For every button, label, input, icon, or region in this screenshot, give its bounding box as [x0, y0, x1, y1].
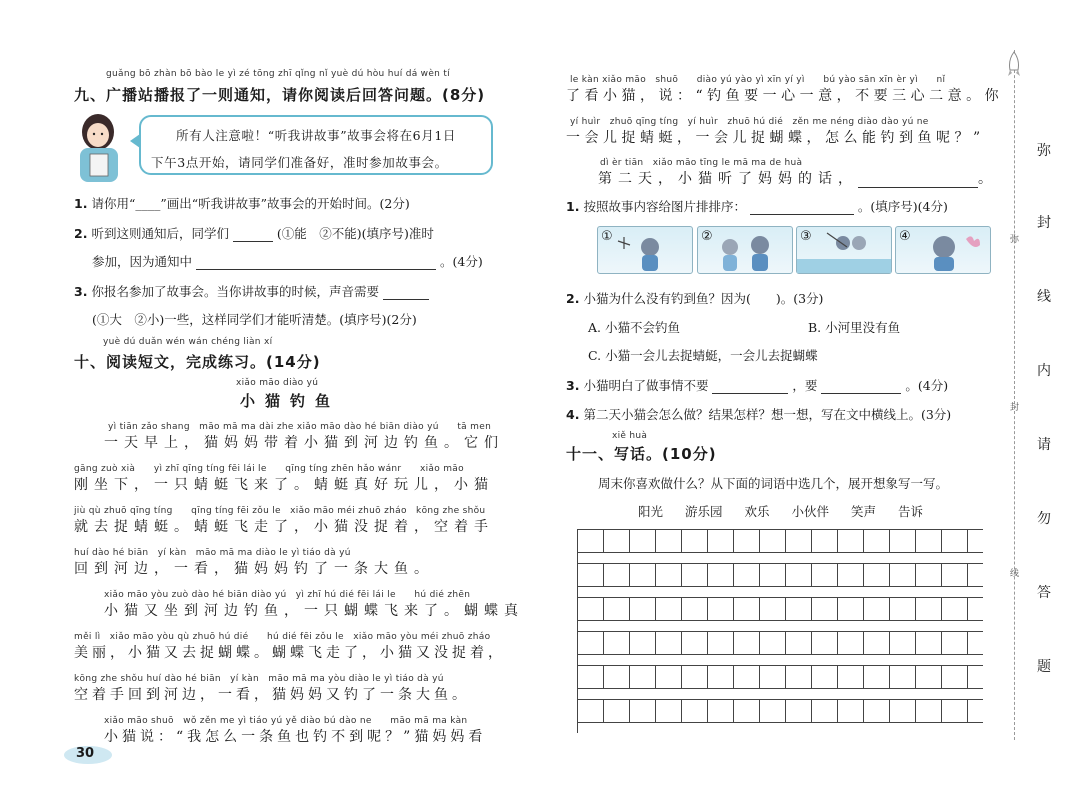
grid-cell[interactable]	[812, 632, 838, 654]
writing-grid[interactable]	[577, 529, 983, 733]
answer-blank[interactable]	[712, 393, 788, 394]
seal-mark: 封	[1010, 403, 1020, 413]
grid-cell[interactable]	[864, 666, 890, 688]
grid-cell[interactable]	[916, 632, 942, 654]
r-item-1	[566, 197, 948, 215]
story-picture	[597, 226, 693, 274]
page-number: 30	[76, 746, 95, 761]
seal-warning-char: 勿	[1037, 511, 1051, 527]
grid-cell[interactable]	[812, 530, 838, 552]
answer-blank[interactable]	[821, 393, 901, 394]
seal-mark: 线	[1010, 569, 1020, 579]
q9-item-3-cont: (①大 ②小)一些，这样同学们才能听清楚。(填序号)(2分)	[92, 312, 417, 327]
story-pinyin: jiù qù zhuō qīng tíng qīng tíng fēi zǒu le xiǎo māo méi zhuō zháo kōng zhe shǒu	[74, 506, 486, 516]
item-text: 。(4分)	[439, 254, 483, 269]
grid-cell[interactable]	[630, 598, 656, 620]
story-line: 了看小猫，说：“钓鱼要一心一意，不要三心二意。你	[566, 88, 1004, 104]
grid-cell[interactable]	[942, 598, 968, 620]
option-b: B. 小河里没有鱼	[808, 320, 901, 335]
grid-cell[interactable]	[942, 564, 968, 586]
grid-cell[interactable]	[916, 530, 942, 552]
grid-cell[interactable]	[786, 666, 812, 688]
option-a: A. 小猫不会钓鱼	[588, 320, 680, 335]
grid-cell[interactable]	[734, 666, 760, 688]
item-text: 小猫为什么没有钓到鱼？因为( )。(3分)	[583, 291, 824, 306]
grid-cell[interactable]	[760, 530, 786, 552]
story-pinyin: yí huìr zhuō qīng tíng yí huìr zhuō hú dié zěn me néng diào dào yú ne	[570, 117, 929, 127]
cats-talking-icon	[698, 227, 792, 273]
story-line: 一会儿捉蜻蜓，一会儿捉蝴蝶，怎么能钓到鱼呢？”	[566, 130, 985, 146]
r-item-2	[566, 289, 823, 307]
grid-cell[interactable]	[890, 564, 916, 586]
story-pinyin: xiǎo māo yòu zuò dào hé biān diào yú yì zhī hú dié fēi lái le hú dié zhēn	[104, 590, 471, 600]
story-picture	[796, 226, 892, 274]
story-line: 刚坐下，一只蜻蜓飞来了。蜻蜓真好玩儿，小猫	[74, 477, 494, 493]
grid-cell[interactable]	[942, 700, 968, 722]
q11-prompt: 周末你喜欢做什么？从下面的词语中选几个，展开想象写一写。	[598, 476, 949, 491]
grid-cell[interactable]	[578, 700, 604, 722]
grid-cell[interactable]	[604, 598, 630, 620]
picture-number: ②	[701, 229, 713, 244]
item-text: 。(填序号)(4分)	[857, 199, 948, 214]
grid-cell[interactable]	[812, 666, 838, 688]
r-item-4	[566, 405, 951, 423]
grid-cell[interactable]	[656, 700, 682, 722]
story-pinyin: huí dào hé biān yí kàn māo mā ma diào le yì tiáo dà yú	[74, 548, 351, 558]
word-bank	[638, 502, 923, 520]
grid-cell[interactable]	[682, 666, 708, 688]
seal-warning-char: 答	[1037, 585, 1051, 601]
seal-warning-char: 内	[1037, 363, 1051, 379]
grid-cell[interactable]	[890, 530, 916, 552]
grid-cell[interactable]	[578, 564, 604, 586]
grid-cell[interactable]	[708, 530, 734, 552]
story-pinyin: kōng zhe shǒu huí dào hé biān yí kàn māo mā ma yòu diào le yì tiáo dà yú	[74, 674, 444, 684]
grid-cell[interactable]	[786, 598, 812, 620]
item-number: 3.	[566, 378, 580, 393]
cats-fishing-icon	[797, 227, 891, 273]
grid-cell[interactable]	[682, 598, 708, 620]
grid-cell[interactable]	[812, 700, 838, 722]
girl-reading-illustration	[64, 108, 134, 184]
grid-cell[interactable]	[786, 530, 812, 552]
q9-item-2	[74, 224, 434, 242]
item-text: ，要	[792, 378, 818, 393]
grid-cell[interactable]	[838, 530, 864, 552]
grid-cell[interactable]	[708, 598, 734, 620]
grid-cell[interactable]	[786, 564, 812, 586]
notice-line-1: 所有人注意啦！“听我讲故事”故事会将在6月1日	[176, 128, 456, 143]
grid-cell[interactable]	[786, 632, 812, 654]
grid-cell[interactable]	[604, 564, 630, 586]
item-number: 2.	[74, 226, 88, 241]
item-number: 2.	[566, 291, 580, 306]
cat-dragonfly-icon	[598, 227, 692, 273]
grid-cell[interactable]	[916, 666, 942, 688]
grid-cell[interactable]	[604, 666, 630, 688]
grid-cell[interactable]	[864, 700, 890, 722]
grid-cell[interactable]	[578, 598, 604, 620]
grid-cell[interactable]	[812, 564, 838, 586]
item-text: 。(4分)	[905, 378, 949, 393]
grid-cell[interactable]	[916, 598, 942, 620]
rocket-icon	[1006, 50, 1022, 80]
grid-cell[interactable]	[942, 632, 968, 654]
item-text: 小猫明白了做事情不要	[583, 378, 709, 393]
seal-warning-char: 线	[1037, 289, 1051, 305]
grid-cell[interactable]	[890, 666, 916, 688]
grid-row	[578, 597, 983, 621]
item-text: (①能 ②不能)(填序号)准时	[276, 226, 434, 241]
grid-cell[interactable]	[682, 700, 708, 722]
grid-cell[interactable]	[682, 530, 708, 552]
grid-cell[interactable]	[864, 564, 890, 586]
seal-line	[1014, 50, 1015, 740]
grid-cell[interactable]	[682, 564, 708, 586]
grid-cell[interactable]	[760, 632, 786, 654]
grid-cell[interactable]	[656, 666, 682, 688]
grid-cell[interactable]	[708, 564, 734, 586]
option-c: C. 小猫一会儿去捉蜻蜓，一会儿去捉蝴蝶	[588, 348, 818, 363]
story-line: 美丽，小猫又去捉蝴蝶。蝴蝶飞走了，小猫又没捉着，	[74, 645, 506, 661]
cat-butterfly-icon	[896, 227, 990, 273]
grid-cell[interactable]	[916, 700, 942, 722]
seal-warning-char: 弥	[1037, 143, 1051, 159]
word-item: 小伙伴	[791, 504, 830, 519]
q9-pinyin: guǎng bō zhàn bō bào le yì zé tōng zhī qǐng nǐ yuè dú hòu huí dá wèn tí	[106, 69, 450, 79]
item-text: 按照故事内容给图片排排序：	[583, 199, 746, 214]
story-picture	[697, 226, 793, 274]
picture-number: ①	[601, 229, 613, 244]
grid-cell[interactable]	[578, 632, 604, 654]
grid-cell[interactable]	[838, 632, 864, 654]
grid-cell[interactable]	[890, 632, 916, 654]
grid-cell[interactable]	[630, 632, 656, 654]
story-pinyin: xiǎo māo shuō wǒ zěn me yì tiáo yú yě diào bú dào ne māo mā ma kàn	[104, 716, 468, 726]
q10-heading: 十、阅读短文，完成练习。(14分)	[74, 353, 321, 371]
notice-line-2: 下午3点开始，请同学们准备好，准时参加故事会。	[151, 155, 448, 170]
grid-cell[interactable]	[656, 598, 682, 620]
grid-cell[interactable]	[760, 700, 786, 722]
grid-cell[interactable]	[864, 632, 890, 654]
grid-row	[578, 665, 983, 689]
story-pinyin: gāng zuò xià yì zhī qīng tíng fēi lái le qīng tíng zhēn hǎo wánr xiǎo māo	[74, 464, 464, 474]
grid-cell[interactable]	[838, 700, 864, 722]
q11-heading: 十一、写话。(10分)	[566, 445, 717, 463]
grid-cell[interactable]	[890, 700, 916, 722]
word-item: 告诉	[898, 504, 924, 519]
q10-pinyin: yuè dú duǎn wén wán chéng liàn xí	[103, 337, 273, 347]
grid-cell[interactable]	[630, 700, 656, 722]
grid-cell[interactable]	[630, 564, 656, 586]
story-pinyin: měi lì xiǎo māo yòu qù zhuō hú dié hú dié fēi zǒu le xiǎo māo yòu méi zhuō zháo	[74, 632, 491, 642]
story-picture	[895, 226, 991, 274]
grid-row	[578, 529, 983, 553]
item-number: 1.	[74, 196, 88, 211]
grid-cell[interactable]	[656, 530, 682, 552]
grid-cell[interactable]	[838, 564, 864, 586]
story-text: 第二天，小猫听了妈妈的话，	[598, 171, 858, 187]
answer-blank[interactable]	[233, 241, 273, 242]
grid-cell[interactable]	[734, 632, 760, 654]
seal-mark: 弥	[1010, 235, 1020, 245]
q9-item-3	[74, 282, 429, 300]
picture-number: ④	[899, 229, 911, 244]
grid-cell[interactable]	[786, 700, 812, 722]
word-item: 阳光	[638, 504, 664, 519]
word-item: 欢乐	[744, 504, 770, 519]
word-item: 笑声	[851, 504, 877, 519]
grid-cell[interactable]	[734, 530, 760, 552]
item-text: 第二天小猫会怎么做？结果怎样？想一想，写在文中横线上。(3分)	[583, 407, 952, 422]
grid-cell[interactable]	[760, 564, 786, 586]
grid-cell[interactable]	[838, 666, 864, 688]
story-pinyin: yì tiān zǎo shang māo mā ma dài zhe xiǎo māo dào hé biān diào yú tā men	[108, 422, 492, 432]
grid-cell[interactable]	[578, 530, 604, 552]
grid-cell[interactable]	[630, 666, 656, 688]
story-title-pinyin: xiǎo māo diào yú	[236, 378, 319, 388]
grid-cell[interactable]	[812, 598, 838, 620]
item-text: 你报名参加了故事会。当你讲故事的时候，声音需要	[91, 284, 379, 299]
grid-cell[interactable]	[708, 632, 734, 654]
q11-pinyin: xiě huà	[612, 431, 648, 441]
notice-bubble-tail	[130, 134, 140, 148]
seal-warning-char: 封	[1037, 215, 1051, 231]
grid-cell[interactable]	[942, 530, 968, 552]
q9-heading: 九、广播站播报了一则通知，请你阅读后回答问题。(8分)	[74, 86, 486, 104]
item-number: 3.	[74, 284, 88, 299]
grid-cell[interactable]	[708, 700, 734, 722]
grid-cell[interactable]	[864, 530, 890, 552]
grid-cell[interactable]	[682, 632, 708, 654]
grid-row	[578, 563, 983, 587]
grid-cell[interactable]	[708, 666, 734, 688]
grid-cell[interactable]	[760, 598, 786, 620]
grid-row	[578, 631, 983, 655]
story-line: 空着手回到河边，一看，猫妈妈又钓了一条大鱼。	[74, 687, 470, 703]
q9-item-1	[74, 194, 410, 212]
answer-blank[interactable]	[196, 269, 436, 270]
story-line: 回到河边，一看，猫妈妈钓了一条大鱼。	[74, 561, 434, 577]
answer-blank[interactable]	[750, 214, 854, 215]
item-text: 参加，因为通知中	[92, 254, 193, 269]
grid-cell[interactable]	[734, 598, 760, 620]
grid-cell[interactable]	[604, 530, 630, 552]
story-pinyin: le kàn xiǎo māo shuō diào yú yào yì xīn yí yì bú yào sān xīn èr yì nǐ	[570, 75, 946, 85]
grid-cell[interactable]	[604, 632, 630, 654]
grid-cell[interactable]	[630, 530, 656, 552]
item-number: 1.	[566, 199, 580, 214]
grid-cell[interactable]	[604, 700, 630, 722]
item-text: 听到这则通知后，同学们	[91, 226, 229, 241]
item-text: 请你用“____”画出“听我讲故事”故事会的开始时间。(2分)	[91, 196, 410, 211]
story-line: 第二天，小猫听了妈妈的话， 。	[598, 171, 998, 187]
grid-cell[interactable]	[656, 564, 682, 586]
grid-cell[interactable]	[578, 666, 604, 688]
grid-cell[interactable]	[656, 632, 682, 654]
seal-warning-char: 请	[1037, 437, 1051, 453]
seal-warning-char: 题	[1037, 659, 1051, 675]
story-line: 就去捉蜻蜓。蜻蜓飞走了，小猫没捉着，空着手	[74, 519, 494, 535]
item-number: 4.	[566, 407, 580, 422]
grid-cell[interactable]	[760, 666, 786, 688]
word-item: 游乐园	[685, 504, 723, 519]
grid-row	[578, 699, 983, 723]
grid-cell[interactable]	[916, 564, 942, 586]
grid-cell[interactable]	[734, 564, 760, 586]
story-pinyin: dì èr tiān xiǎo māo tīng le mā ma de huà	[600, 158, 803, 168]
story-title: 小猫钓鱼	[240, 392, 341, 410]
grid-cell[interactable]	[942, 666, 968, 688]
story-line: 一天早上，猫妈妈带着小猫到河边钓鱼。它们	[104, 435, 504, 451]
grid-cell[interactable]	[734, 700, 760, 722]
grid-cell[interactable]	[890, 598, 916, 620]
story-line: 小猫又坐到河边钓鱼，一只蝴蝶飞来了。蝴蝶真	[104, 603, 524, 619]
r-item-3	[566, 376, 948, 394]
answer-blank[interactable]	[383, 299, 429, 300]
answer-blank[interactable]	[858, 187, 978, 188]
grid-cell[interactable]	[838, 598, 864, 620]
picture-number: ③	[800, 229, 812, 244]
grid-cell[interactable]	[864, 598, 890, 620]
story-line: 小猫说：“我怎么一条鱼也钓不到呢？”猫妈妈看	[104, 729, 487, 745]
q9-item-2-cont	[92, 252, 483, 270]
